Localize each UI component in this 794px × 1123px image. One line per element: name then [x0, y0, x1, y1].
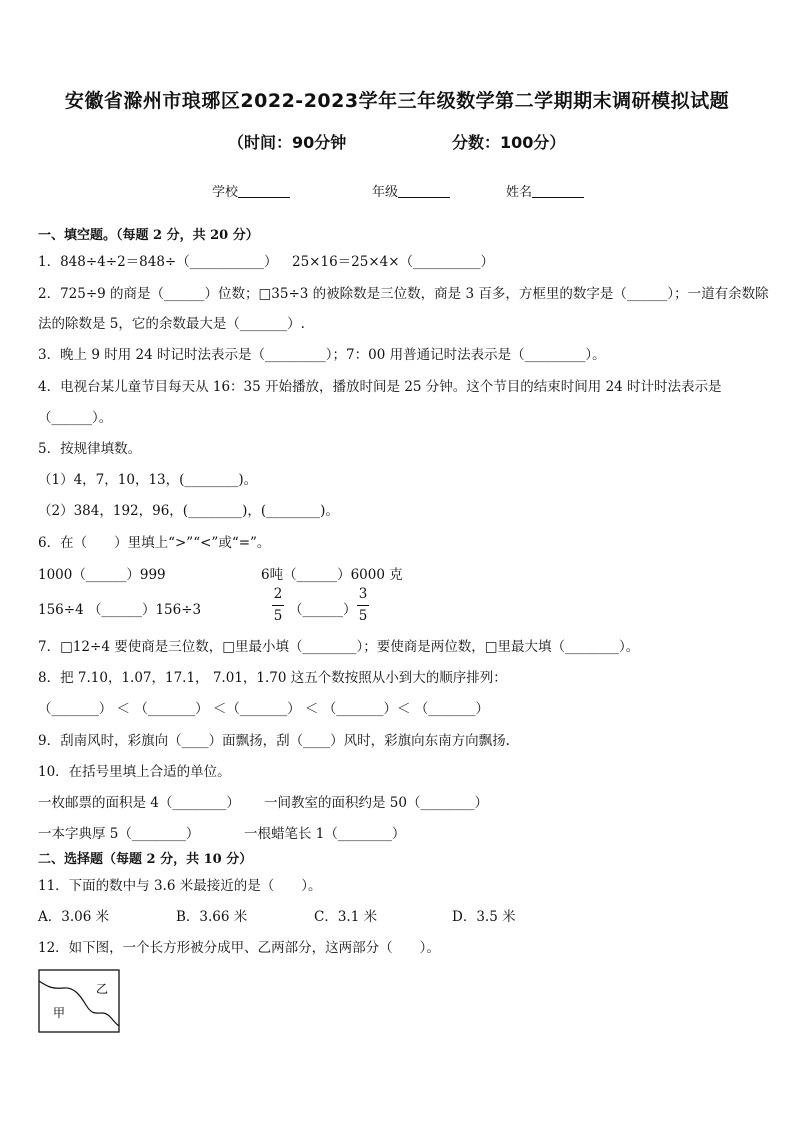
- question-8: 8．把 7.10，1.07，17.1， 7.01，1.70 这五个数按照从小到大的顺序排列：: [38, 670, 507, 686]
- question-6a: 1000（______）999: [38, 567, 166, 583]
- fraction-denominator: 5: [273, 608, 283, 624]
- question-11: 11．下面的数中与 3.6 米最接近的是（ ）。: [38, 878, 322, 894]
- question-4-line1: 4．电视台某儿童节目每天从 16：35 开始播放，播放时间是 25 分钟。这个节目的结束时间用 24 时计时法表示是: [38, 379, 722, 395]
- grade-field: [372, 181, 450, 200]
- school-field: [212, 181, 290, 200]
- question-2-line2: 法的除数是 5，它的余数最大是（_______）.: [38, 316, 305, 332]
- question-6b: 6吨（______）6000 克: [261, 567, 403, 583]
- question-10c: 一本字典厚 5（________）: [38, 826, 200, 842]
- question-6c: 156÷4 （______）156÷3: [38, 602, 202, 618]
- question-3: 3．晚上 9 时用 24 时记时法表示是（_________）；7：00 用普通记时法表示是（_________）。: [38, 347, 606, 363]
- question-9: 9．刮南风时，彩旗向（____）面飘扬，刮（____）风时，彩旗向东南方向飘扬.: [38, 733, 510, 749]
- grade-blank[interactable]: [398, 184, 450, 198]
- question-10: 10．在括号里填上合适的单位。: [38, 764, 231, 780]
- question-6d: （______）: [289, 602, 357, 618]
- fraction-bar: [272, 605, 284, 606]
- question-5: 5．按规律填数。: [38, 441, 142, 457]
- name-label: 姓名: [506, 185, 533, 200]
- section-fill-blank: 一、填空题。（每题 2 分，共 20 分）: [38, 228, 259, 243]
- question-10b: 一间教室的面积约是 50（________）: [264, 795, 488, 811]
- question-4-line2: （______）。: [38, 410, 113, 426]
- section-multiple-choice: 二、选择题（每题 2 分，共 10 分）: [38, 852, 253, 867]
- question-5-part2: （2）384，192，96，(________)，(________)。: [38, 503, 339, 519]
- question-8-answer-line: （_______） ＜ （_______） ＜（_______） ＜ （_______）＜ （_______）: [38, 701, 489, 717]
- option-b[interactable]: B．3.66 米: [176, 909, 248, 925]
- question-7: 7．□12÷4 要使商是三位数，□里最小填（________）；要使商是两位数，□里最大填（________）。: [38, 639, 640, 655]
- question-12: 12．如下图，一个长方形被分成甲、乙两部分，这两部分（ ）。: [38, 940, 440, 956]
- question-1b: 25×16＝25×4×（__________）: [292, 254, 495, 270]
- exam-score: 分数：100分）: [452, 133, 566, 152]
- option-c[interactable]: C．3.1 米: [314, 909, 378, 925]
- exam-time: （时间：90分钟: [228, 133, 347, 152]
- grade-label: 年级: [372, 185, 399, 200]
- page-title: 安徽省滁州市琅琊区2022-2023学年三年级数学第二学期期末调研模拟试题: [64, 90, 730, 112]
- fraction-denominator: 5: [358, 608, 368, 624]
- fraction-three-fifths: [356, 586, 370, 626]
- rectangle-split-figure: [38, 969, 120, 1033]
- fraction-bar: [357, 605, 369, 606]
- option-a[interactable]: A．3.06 米: [38, 909, 110, 925]
- question-10a: 一枚邮票的面积是 4（________）: [38, 795, 240, 811]
- label-jia: 甲: [53, 1006, 66, 1020]
- school-blank[interactable]: [238, 184, 290, 198]
- question-1a: 1．848÷4÷2＝848÷（___________）: [38, 254, 278, 270]
- fraction-two-fifths: [271, 586, 285, 626]
- name-field: [506, 181, 584, 200]
- question-5-part1: （1）4，7，10，13，(________)。: [38, 472, 258, 488]
- label-yi: 乙: [96, 982, 109, 996]
- question-6: 6．在（ ）里填上“>”“<”或“=”。: [38, 535, 271, 551]
- fraction-numerator: 2: [273, 586, 283, 602]
- name-blank[interactable]: [532, 184, 584, 198]
- question-2-line1: 2．725÷9 的商是（______）位数；□35÷3 的被除数是三位数，商是 3 百多，方框里的数字是（______）；一道有余数除: [38, 286, 769, 302]
- rectangle-outline: [39, 970, 119, 1032]
- question-10d: 一根蜡笔长 1（________）: [244, 826, 406, 842]
- fraction-numerator: 3: [358, 586, 368, 602]
- option-d[interactable]: D．3.5 米: [452, 909, 516, 925]
- school-label: 学校: [212, 185, 239, 200]
